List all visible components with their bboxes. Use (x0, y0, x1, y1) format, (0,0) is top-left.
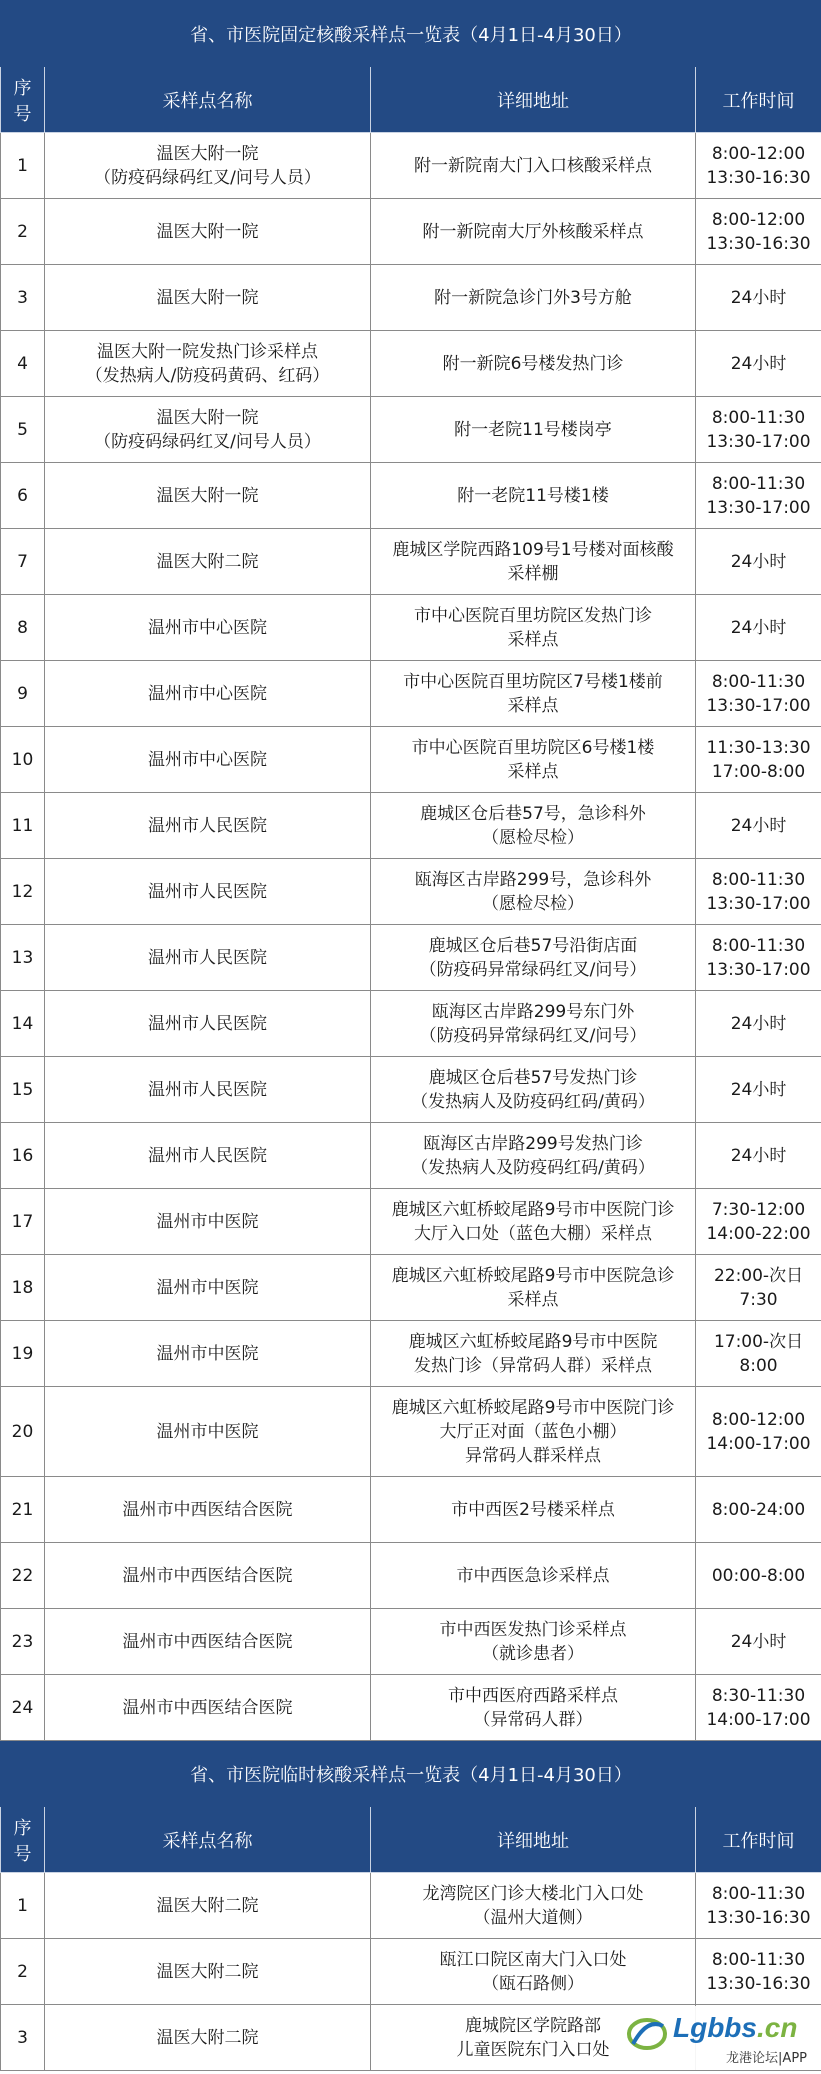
row-address-line: 鹿城区仓后巷57号，急诊科外 (420, 803, 646, 824)
row-hours (696, 331, 821, 397)
row-address (371, 1255, 696, 1321)
row-site-name-line: 温州市人民医院 (148, 815, 267, 836)
row-no-line: 22 (11, 1565, 34, 1586)
table-row (1, 1057, 821, 1123)
row-address-line: 鹿城院区学院路部 (465, 2015, 601, 2036)
row-hours-line: 13:30-17:00 (706, 959, 811, 980)
row-site-name-line: （防疫码绿码红叉/问号人员） (94, 167, 321, 188)
row-hours-line: 13:30-17:00 (706, 431, 811, 452)
row-site-name-line: 温医大附一院发热门诊采样点 (97, 341, 318, 362)
row-address (371, 199, 696, 265)
row-hours (696, 595, 821, 661)
row-hours-line: 17:00-次日 (713, 1331, 804, 1352)
table-row (1, 1543, 821, 1609)
row-address-line: 鹿城区六虹桥蛟尾路9号市中医院 (408, 1331, 658, 1352)
row-address-line: （防疫码异常绿码红叉/问号） (419, 1025, 647, 1046)
row-no-line: 1 (17, 1895, 28, 1916)
row-no-line: 10 (11, 749, 34, 770)
table-row (1, 793, 821, 859)
table-row (1, 331, 821, 397)
table-row (1, 1939, 821, 2005)
row-site-name-line: 温医大附一院 (156, 221, 259, 242)
row-site-name-line: 温医大附一院 (156, 407, 259, 428)
row-address (371, 1609, 696, 1675)
row-address-line: 采样点 (507, 761, 559, 782)
row-address-line: 鹿城区六虹桥蛟尾路9号市中医院急诊 (391, 1265, 675, 1286)
row-address (371, 793, 696, 859)
row-no (1, 199, 45, 265)
row-address (371, 1387, 696, 1477)
header-address: 详细地址 (371, 67, 696, 133)
row-address-line: 采样点 (507, 1289, 559, 1310)
row-no (1, 1255, 45, 1321)
row-no (1, 265, 45, 331)
row-site-name (45, 199, 371, 265)
row-no-line: 6 (17, 485, 28, 506)
row-address-line: （发热病人及防疫码红码/黄码） (411, 1091, 655, 1112)
row-no-line: 7 (17, 551, 28, 572)
header-name: 采样点名称 (45, 1807, 371, 1873)
row-hours-line: 7:30-12:00 (711, 1199, 806, 1220)
row-site-name (45, 925, 371, 991)
row-site-name-line: （防疫码绿码红叉/问号人员） (94, 431, 321, 452)
row-hours-line: 22:00-次日 (713, 1265, 804, 1286)
table-row (1, 1321, 821, 1387)
watermark-subtitle: 龙港论坛|APP (726, 2051, 807, 2066)
row-site-name (45, 1123, 371, 1189)
row-address (371, 991, 696, 1057)
row-site-name (45, 133, 371, 199)
row-address (371, 1123, 696, 1189)
row-site-name (45, 1255, 371, 1321)
row-hours-line: 8:00-11:30 (711, 473, 806, 494)
table-row (1, 1387, 821, 1477)
row-site-name (45, 1387, 371, 1477)
row-site-name-line: 温州市中西医结合医院 (122, 1565, 293, 1586)
header-name: 采样点名称 (45, 67, 371, 133)
row-no-line: 18 (11, 1277, 34, 1298)
table-row (1, 1189, 821, 1255)
row-no-line: 24 (11, 1697, 34, 1718)
row-hours (696, 661, 821, 727)
row-no (1, 1387, 45, 1477)
row-no (1, 1477, 45, 1543)
table-row (1, 397, 821, 463)
row-address-line: 市中西医发热门诊采样点 (439, 1619, 627, 1640)
row-no-line: 19 (11, 1343, 34, 1364)
row-address (371, 1873, 696, 1939)
row-site-name-line: 温州市人民医院 (148, 1013, 267, 1034)
row-address (371, 1189, 696, 1255)
lgbbs-logo-icon (625, 2014, 669, 2054)
row-no (1, 859, 45, 925)
row-hours-line: 8:00-12:00 (711, 143, 806, 164)
row-address-line: 瓯海区古岸路299号东门外 (431, 1001, 635, 1022)
row-address (371, 595, 696, 661)
row-site-name-line: 温州市人民医院 (148, 1079, 267, 1100)
row-site-name-line: 温医大附二院 (156, 1895, 259, 1916)
row-address-line: 附一新院6号楼发热门诊 (442, 353, 624, 374)
row-site-name (45, 2005, 371, 2071)
row-site-name (45, 793, 371, 859)
row-site-name (45, 331, 371, 397)
row-site-name (45, 1543, 371, 1609)
row-hours-line: 8:00-11:30 (711, 1883, 806, 1904)
row-no (1, 2005, 45, 2071)
row-address-line: 鹿城区六虹桥蛟尾路9号市中医院门诊 (391, 1397, 675, 1418)
row-hours-line: 24小时 (730, 1631, 787, 1652)
row-address-line: 异常码人群采样点 (465, 1445, 601, 1466)
header-address: 详细地址 (371, 1807, 696, 1873)
row-site-name (45, 1873, 371, 1939)
row-site-name (45, 1321, 371, 1387)
row-address-line: 瓯江口院区南大门入口处 (439, 1949, 627, 1970)
row-hours-line: 13:30-16:30 (706, 1907, 811, 1928)
row-no-line: 15 (11, 1079, 34, 1100)
header-no: 序号 (1, 1807, 45, 1873)
row-no (1, 1675, 45, 1741)
row-address-line: 大厅正对面（蓝色小棚） (439, 1421, 627, 1442)
row-hours (696, 1477, 821, 1543)
row-address-line: 鹿城区仓后巷57号沿街店面 (428, 935, 638, 956)
row-address-line: （发热病人及防疫码红码/黄码） (411, 1157, 655, 1178)
row-hours (696, 1543, 821, 1609)
row-hours-line: 8:00-11:30 (711, 935, 806, 956)
table-row (1, 529, 821, 595)
row-hours-line: 14:00-17:00 (706, 1709, 811, 1730)
table-row (1, 1255, 821, 1321)
row-no-line: 20 (11, 1421, 34, 1442)
row-site-name-line: 温医大附二院 (156, 1961, 259, 1982)
row-address-line: 市中心医院百里坊院区7号楼1楼前 (403, 671, 663, 692)
row-hours (696, 793, 821, 859)
row-site-name-line: 温州市中心医院 (148, 617, 267, 638)
row-address-line: 采样点 (507, 695, 559, 716)
row-site-name (45, 991, 371, 1057)
row-hours-line: 24小时 (730, 1013, 787, 1034)
row-hours (696, 925, 821, 991)
row-hours (696, 1609, 821, 1675)
row-no (1, 1189, 45, 1255)
table-row (1, 661, 821, 727)
row-address-line: （就诊患者） (482, 1643, 584, 1664)
row-hours-line: 24小时 (730, 617, 787, 638)
row-site-name (45, 1675, 371, 1741)
row-no (1, 331, 45, 397)
row-no-line: 14 (11, 1013, 34, 1034)
row-site-name (45, 1477, 371, 1543)
row-no (1, 595, 45, 661)
row-address-line: 附一老院11号楼岗亭 (454, 419, 612, 440)
table-row (1, 595, 821, 661)
row-address (371, 1675, 696, 1741)
table-row (1, 1609, 821, 1675)
row-hours-line: 7:30 (739, 1289, 778, 1310)
table-row (1, 727, 821, 793)
row-hours (696, 529, 821, 595)
row-site-name-line: 温州市人民医院 (148, 881, 267, 902)
row-site-name-line: 温州市中西医结合医院 (122, 1499, 293, 1520)
row-hours-line: 8:00-11:30 (711, 407, 806, 428)
row-address-line: 大厅入口处（蓝色大棚）采样点 (414, 1223, 652, 1244)
row-hours-line: 8:00-11:30 (711, 869, 806, 890)
row-hours (696, 1873, 821, 1939)
row-address-line: 瓯海区古岸路299号，急诊科外 (414, 869, 652, 890)
watermark (617, 2006, 817, 2070)
table-row (1, 1123, 821, 1189)
row-site-name (45, 1057, 371, 1123)
table-row (1, 265, 821, 331)
header-hours: 工作时间 (696, 67, 821, 133)
row-hours-line: 24小时 (730, 1145, 787, 1166)
row-hours-line: 24小时 (730, 1079, 787, 1100)
row-hours-line: 13:30-16:30 (706, 233, 811, 254)
row-site-name (45, 1939, 371, 2005)
row-address (371, 925, 696, 991)
row-hours-line: 8:00-24:00 (711, 1499, 806, 1520)
row-hours-line: 8:00-11:30 (711, 671, 806, 692)
row-hours (696, 1387, 821, 1477)
row-address-line: 市中心医院百里坊院区6号楼1楼 (411, 737, 655, 758)
row-no (1, 991, 45, 1057)
header-no: 序号 (1, 67, 45, 133)
row-address-line: 鹿城区六虹桥蛟尾路9号市中医院门诊 (391, 1199, 675, 1220)
temporary-table-title: 省、市医院临时核酸采样点一览表（4月1日-4月30日） (1, 1741, 821, 1807)
row-no-line: 9 (17, 683, 28, 704)
row-hours (696, 1057, 821, 1123)
table-row (1, 991, 821, 1057)
row-hours-line: 8:00-12:00 (711, 1409, 806, 1430)
row-site-name (45, 661, 371, 727)
row-address (371, 529, 696, 595)
row-hours-line: 24小时 (730, 353, 787, 374)
row-site-name-line: 温医大附二院 (156, 2027, 259, 2048)
row-address-line: 市中西医府西路采样点 (448, 1685, 618, 1706)
table-row (1, 1873, 821, 1939)
row-site-name-line: 温州市中医院 (156, 1343, 259, 1364)
row-no-line: 4 (17, 353, 28, 374)
row-site-name-line: 温州市中西医结合医院 (122, 1697, 293, 1718)
row-hours-line: 14:00-17:00 (706, 1433, 811, 1454)
row-site-name-line: 温州市人民医院 (148, 1145, 267, 1166)
row-hours (696, 463, 821, 529)
row-hours (696, 1939, 821, 2005)
row-site-name (45, 1609, 371, 1675)
row-site-name (45, 463, 371, 529)
row-address (371, 133, 696, 199)
row-site-name-line: 温州市中医院 (156, 1421, 259, 1442)
row-address-line: （愿检尽检） (482, 893, 584, 914)
row-address (371, 265, 696, 331)
row-hours (696, 859, 821, 925)
row-no-line: 3 (17, 287, 28, 308)
row-site-name (45, 859, 371, 925)
row-address (371, 727, 696, 793)
table-row (1, 133, 821, 199)
row-hours-line: 24小时 (730, 815, 787, 836)
row-hours-line: 17:00-8:00 (711, 761, 806, 782)
row-address (371, 1939, 696, 2005)
row-hours-line: 00:00-8:00 (711, 1565, 806, 1586)
row-no-line: 11 (11, 815, 34, 836)
row-no-line: 2 (17, 1961, 28, 1982)
row-no (1, 661, 45, 727)
row-address (371, 661, 696, 727)
row-hours-line: 8:30-11:30 (711, 1685, 806, 1706)
row-no (1, 463, 45, 529)
row-hours (696, 199, 821, 265)
row-address-line: 附一新院南大厅外核酸采样点 (422, 221, 644, 242)
row-hours (696, 727, 821, 793)
row-site-name (45, 595, 371, 661)
row-no-line: 8 (17, 617, 28, 638)
row-no-line: 3 (17, 2027, 28, 2048)
row-no (1, 925, 45, 991)
row-address (371, 331, 696, 397)
row-no-line: 5 (17, 419, 28, 440)
row-hours (696, 1189, 821, 1255)
row-hours-line: 24小时 (730, 551, 787, 572)
row-no-line: 23 (11, 1631, 34, 1652)
row-no (1, 793, 45, 859)
row-site-name (45, 727, 371, 793)
row-address (371, 463, 696, 529)
row-no-line: 21 (11, 1499, 34, 1520)
row-hours-line: 8:00-12:00 (711, 209, 806, 230)
row-hours-line: 13:30-17:00 (706, 497, 811, 518)
row-no (1, 1609, 45, 1675)
row-hours (696, 265, 821, 331)
fixed-table-title: 省、市医院固定核酸采样点一览表（4月1日-4月30日） (1, 1, 821, 67)
row-site-name-line: 温州市中医院 (156, 1211, 259, 1232)
row-hours-line: 13:30-16:30 (706, 167, 811, 188)
row-site-name-line: 温州市中心医院 (148, 683, 267, 704)
row-address-line: （瓯石路侧） (482, 1973, 584, 1994)
row-address-line: 附一新院急诊门外3号方舱 (434, 287, 632, 308)
row-no (1, 1543, 45, 1609)
row-hours-line: 13:30-17:00 (706, 695, 811, 716)
row-site-name-line: 温医大附一院 (156, 143, 259, 164)
row-address-line: （异常码人群） (473, 1709, 593, 1730)
row-no (1, 397, 45, 463)
row-address-line: 采样点 (507, 629, 559, 650)
row-hours-line: 14:00-22:00 (706, 1223, 811, 1244)
row-hours (696, 991, 821, 1057)
table-row (1, 1675, 821, 1741)
row-hours (696, 1123, 821, 1189)
row-site-name-line: 温州市中医院 (156, 1277, 259, 1298)
row-hours (696, 1255, 821, 1321)
row-address-line: （愿检尽检） (482, 827, 584, 848)
row-site-name-line: （发热病人/防疫码黄码、红码） (85, 365, 330, 386)
row-no (1, 1873, 45, 1939)
row-hours (696, 1321, 821, 1387)
row-address-line: 市中西医2号楼采样点 (451, 1499, 615, 1520)
row-site-name-line: 温医大附一院 (156, 485, 259, 506)
row-site-name-line: 温医大附一院 (156, 287, 259, 308)
row-address-line: 瓯海区古岸路299号发热门诊 (423, 1133, 643, 1154)
table-row (1, 199, 821, 265)
row-address-line: 龙湾院区门诊大楼北门入口处 (422, 1883, 644, 1904)
row-hours-line: 11:30-13:30 (706, 737, 811, 758)
row-no (1, 529, 45, 595)
row-address-line: 附一新院南大门入口核酸采样点 (414, 155, 652, 176)
table-row (1, 859, 821, 925)
row-address (371, 1321, 696, 1387)
row-hours-line: 8:00 (739, 1355, 778, 1376)
row-site-name-line: 温州市人民医院 (148, 947, 267, 968)
row-address-line: 儿童医院东门入口处 (456, 2039, 610, 2060)
row-address (371, 1543, 696, 1609)
row-site-name (45, 397, 371, 463)
row-address-line: 采样棚 (507, 563, 559, 584)
row-address-line: 附一老院11号楼1楼 (457, 485, 609, 506)
row-no-line: 2 (17, 221, 28, 242)
row-address (371, 859, 696, 925)
row-hours (696, 1675, 821, 1741)
row-site-name (45, 529, 371, 595)
row-address-line: 市中心医院百里坊院区发热门诊 (414, 605, 652, 626)
row-no (1, 727, 45, 793)
row-site-name-line: 温州市中心医院 (148, 749, 267, 770)
row-site-name (45, 1189, 371, 1255)
row-no-line: 17 (11, 1211, 34, 1232)
row-no (1, 1321, 45, 1387)
row-hours-line: 13:30-16:30 (706, 1973, 811, 1994)
row-no-line: 1 (17, 155, 28, 176)
row-no-line: 16 (11, 1145, 34, 1166)
row-site-name-line: 温州市中西医结合医院 (122, 1631, 293, 1652)
table-row (1, 925, 821, 991)
row-address-line: 市中西医急诊采样点 (456, 1565, 610, 1586)
row-no (1, 133, 45, 199)
row-no-line: 13 (11, 947, 34, 968)
row-no (1, 1939, 45, 2005)
row-no (1, 1123, 45, 1189)
row-hours-line: 13:30-17:00 (706, 893, 811, 914)
row-address-line: 发热门诊（异常码人群）采样点 (414, 1355, 652, 1376)
row-hours-line: 24小时 (730, 287, 787, 308)
row-address (371, 397, 696, 463)
row-hours-line: 8:00-11:30 (711, 1949, 806, 1970)
row-address-line: （温州大道侧） (473, 1907, 593, 1928)
row-site-name-line: 温医大附二院 (156, 551, 259, 572)
watermark-brand: Lgbbs.cn (673, 2012, 798, 2043)
row-address (371, 1477, 696, 1543)
header-hours: 工作时间 (696, 1807, 821, 1873)
table-row (1, 463, 821, 529)
row-site-name (45, 265, 371, 331)
row-hours (696, 133, 821, 199)
row-address (371, 1057, 696, 1123)
row-address-line: 鹿城区仓后巷57号发热门诊 (428, 1067, 638, 1088)
row-address-line: （防疫码异常绿码红叉/问号） (419, 959, 647, 980)
table-row (1, 1477, 821, 1543)
row-address-line: 鹿城区学院西路109号1号楼对面核酸 (392, 539, 674, 560)
row-no (1, 1057, 45, 1123)
row-no-line: 12 (11, 881, 34, 902)
row-hours (696, 397, 821, 463)
